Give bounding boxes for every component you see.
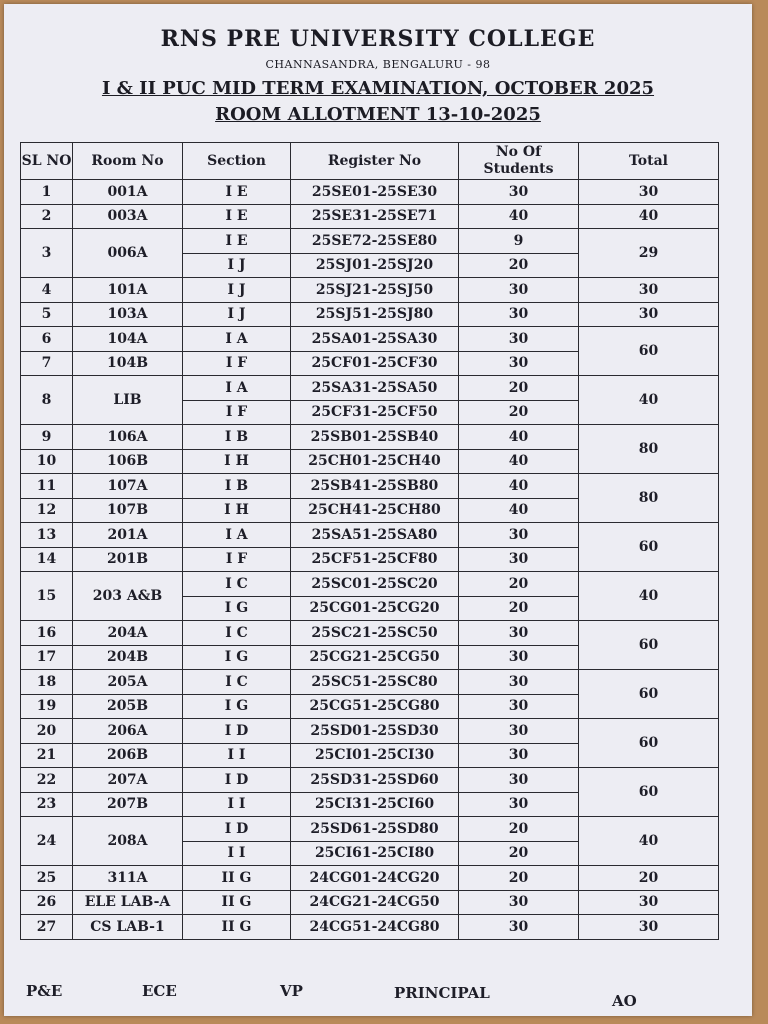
col-header-room-no: Room No: [73, 143, 183, 180]
register-no-cell: 25SD31-25SD60: [291, 768, 459, 793]
register-no-cell: 25CF31-25CF50: [291, 400, 459, 425]
register-no-cell: 25SB41-25SB80: [291, 474, 459, 499]
room-no-cell: 103A: [73, 302, 183, 327]
register-no-cell: 25SC51-25SC80: [291, 670, 459, 695]
section-cell: II G: [183, 915, 291, 940]
room-no-cell: ELE LAB-A: [73, 890, 183, 915]
room-no-cell: 201B: [73, 547, 183, 572]
register-no-cell: 25SA51-25SA80: [291, 523, 459, 548]
register-no-cell: 25SE31-25SE71: [291, 204, 459, 229]
room-no-cell: 201A: [73, 523, 183, 548]
total-cell: 30: [579, 915, 719, 940]
students-cell: 40: [459, 474, 579, 499]
document-sheet: [4, 4, 752, 1016]
section-cell: I C: [183, 670, 291, 695]
sl-no-cell: 12: [21, 498, 73, 523]
register-no-cell: 25SA01-25SA30: [291, 327, 459, 352]
section-cell: I F: [183, 351, 291, 376]
total-cell: 40: [579, 817, 719, 866]
room-no-cell: 003A: [73, 204, 183, 229]
students-cell: 30: [459, 645, 579, 670]
total-cell: 30: [579, 180, 719, 205]
section-cell: II G: [183, 866, 291, 891]
room-no-cell: 311A: [73, 866, 183, 891]
sl-no-cell: 23: [21, 792, 73, 817]
sl-no-cell: 6: [21, 327, 73, 352]
students-cell: 40: [459, 425, 579, 450]
sl-no-cell: 18: [21, 670, 73, 695]
register-no-cell: 25CI61-25CI80: [291, 841, 459, 866]
students-cell: 30: [459, 327, 579, 352]
students-cell: 20: [459, 376, 579, 401]
table-row: [21, 278, 719, 303]
table-row: [21, 670, 719, 695]
table-row: [21, 204, 719, 229]
room-no-cell: 101A: [73, 278, 183, 303]
total-cell: 29: [579, 229, 719, 278]
register-no-cell: 25SD01-25SD30: [291, 719, 459, 744]
room-no-cell: 206A: [73, 719, 183, 744]
room-no-cell: 104A: [73, 327, 183, 352]
section-cell: I A: [183, 523, 291, 548]
table-body: [21, 180, 719, 940]
register-no-cell: 25CG21-25CG50: [291, 645, 459, 670]
table-row: [21, 719, 719, 744]
total-cell: 20: [579, 866, 719, 891]
section-cell: I C: [183, 572, 291, 597]
total-cell: 80: [579, 425, 719, 474]
students-cell: 20: [459, 400, 579, 425]
room-no-cell: 206B: [73, 743, 183, 768]
students-cell: 20: [459, 253, 579, 278]
total-cell: 30: [579, 302, 719, 327]
register-no-cell: 25SB01-25SB40: [291, 425, 459, 450]
sl-no-cell: 24: [21, 817, 73, 866]
students-cell: 30: [459, 621, 579, 646]
signature-principal: PRINCIPAL: [394, 984, 490, 1002]
signature-ao: AO: [612, 992, 637, 1010]
total-cell: 30: [579, 890, 719, 915]
section-cell: I H: [183, 449, 291, 474]
section-cell: I G: [183, 645, 291, 670]
sl-no-cell: 5: [21, 302, 73, 327]
students-cell: 40: [459, 204, 579, 229]
room-no-cell: 207B: [73, 792, 183, 817]
room-no-cell: CS LAB-1: [73, 915, 183, 940]
table-row: [21, 523, 719, 548]
table-row: [21, 425, 719, 450]
table-row: [21, 229, 719, 254]
room-no-cell: 107A: [73, 474, 183, 499]
total-cell: 80: [579, 474, 719, 523]
table-row: [21, 376, 719, 401]
sl-no-cell: 4: [21, 278, 73, 303]
sl-no-cell: 2: [21, 204, 73, 229]
students-cell: 30: [459, 278, 579, 303]
section-cell: I D: [183, 768, 291, 793]
section-cell: I E: [183, 229, 291, 254]
register-no-cell: 25SJ01-25SJ20: [291, 253, 459, 278]
students-cell: 9: [459, 229, 579, 254]
room-no-cell: LIB: [73, 376, 183, 425]
students-cell: 20: [459, 817, 579, 842]
students-cell: 20: [459, 866, 579, 891]
table-row: [21, 180, 719, 205]
sl-no-cell: 9: [21, 425, 73, 450]
students-cell: 40: [459, 498, 579, 523]
exam-title: I & II PUC MID TERM EXAMINATION, OCTOBER 2025: [101, 78, 655, 99]
room-no-cell: 001A: [73, 180, 183, 205]
section-cell: I E: [183, 180, 291, 205]
section-cell: I J: [183, 253, 291, 278]
signature-vp: VP: [280, 982, 303, 1000]
students-cell: 30: [459, 302, 579, 327]
sl-no-cell: 7: [21, 351, 73, 376]
col-header-total: Total: [579, 143, 719, 180]
room-no-cell: 207A: [73, 768, 183, 793]
total-cell: 60: [579, 719, 719, 768]
students-cell: 30: [459, 768, 579, 793]
section-cell: I D: [183, 719, 291, 744]
students-cell: 30: [459, 694, 579, 719]
students-cell: 30: [459, 743, 579, 768]
total-cell: 60: [579, 768, 719, 817]
room-no-cell: 204B: [73, 645, 183, 670]
table-row: [21, 817, 719, 842]
students-cell: 30: [459, 547, 579, 572]
register-no-cell: 25CG01-25CG20: [291, 596, 459, 621]
total-cell: 30: [579, 278, 719, 303]
register-no-cell: 25CF51-25CF80: [291, 547, 459, 572]
sl-no-cell: 21: [21, 743, 73, 768]
table-header-row: [21, 143, 719, 180]
sl-no-cell: 19: [21, 694, 73, 719]
section-cell: I I: [183, 792, 291, 817]
total-cell: 40: [579, 376, 719, 425]
register-no-cell: 25SC01-25SC20: [291, 572, 459, 597]
register-no-cell: 25SA31-25SA50: [291, 376, 459, 401]
signature-ece: ECE: [142, 982, 177, 1000]
register-no-cell: 25CF01-25CF30: [291, 351, 459, 376]
table-row: [21, 621, 719, 646]
college-address: CHANNASANDRA, BENGALURU - 98: [265, 58, 491, 71]
section-cell: I J: [183, 278, 291, 303]
table-row: [21, 768, 719, 793]
section-cell: I E: [183, 204, 291, 229]
students-cell: 30: [459, 351, 579, 376]
col-header-section: Section: [183, 143, 291, 180]
total-cell: 40: [579, 204, 719, 229]
total-cell: 60: [579, 523, 719, 572]
sl-no-cell: 3: [21, 229, 73, 278]
register-no-cell: 25CI01-25CI30: [291, 743, 459, 768]
students-cell: 30: [459, 180, 579, 205]
room-no-cell: 104B: [73, 351, 183, 376]
sl-no-cell: 27: [21, 915, 73, 940]
sl-no-cell: 20: [21, 719, 73, 744]
table-row: [21, 572, 719, 597]
sl-no-cell: 26: [21, 890, 73, 915]
section-cell: I H: [183, 498, 291, 523]
total-cell: 60: [579, 670, 719, 719]
room-no-cell: 208A: [73, 817, 183, 866]
sl-no-cell: 1: [21, 180, 73, 205]
register-no-cell: 25SE01-25SE30: [291, 180, 459, 205]
sl-no-cell: 11: [21, 474, 73, 499]
room-no-cell: 204A: [73, 621, 183, 646]
students-cell: 30: [459, 915, 579, 940]
register-no-cell: 25SJ51-25SJ80: [291, 302, 459, 327]
students-cell: 20: [459, 841, 579, 866]
room-no-cell: 106A: [73, 425, 183, 450]
section-cell: I G: [183, 694, 291, 719]
register-no-cell: 25SE72-25SE80: [291, 229, 459, 254]
section-cell: I I: [183, 841, 291, 866]
students-cell: 30: [459, 792, 579, 817]
section-cell: I A: [183, 327, 291, 352]
total-cell: 40: [579, 572, 719, 621]
room-no-cell: 205B: [73, 694, 183, 719]
students-cell: 20: [459, 596, 579, 621]
register-no-cell: 25SJ21-25SJ50: [291, 278, 459, 303]
room-no-cell: 106B: [73, 449, 183, 474]
students-cell: 30: [459, 890, 579, 915]
section-cell: I G: [183, 596, 291, 621]
room-allotment-table: [20, 142, 719, 940]
room-no-cell: 006A: [73, 229, 183, 278]
register-no-cell: 24CG21-24CG50: [291, 890, 459, 915]
total-cell: 60: [579, 327, 719, 376]
section-cell: I C: [183, 621, 291, 646]
students-cell: 20: [459, 572, 579, 597]
signature-pe: P&E: [26, 982, 63, 1000]
total-cell: 60: [579, 621, 719, 670]
sl-no-cell: 15: [21, 572, 73, 621]
table-row: [21, 302, 719, 327]
table-row: [21, 915, 719, 940]
sl-no-cell: 14: [21, 547, 73, 572]
section-cell: I D: [183, 817, 291, 842]
sl-no-cell: 22: [21, 768, 73, 793]
register-no-cell: 24CG51-24CG80: [291, 915, 459, 940]
section-cell: II G: [183, 890, 291, 915]
register-no-cell: 25CG51-25CG80: [291, 694, 459, 719]
students-cell: 30: [459, 670, 579, 695]
table-row: [21, 327, 719, 352]
section-cell: I I: [183, 743, 291, 768]
sl-no-cell: 25: [21, 866, 73, 891]
section-cell: I J: [183, 302, 291, 327]
col-header-register-no: Register No: [291, 143, 459, 180]
sl-no-cell: 16: [21, 621, 73, 646]
students-cell: 40: [459, 449, 579, 474]
college-name: RNS PRE UNIVERSITY COLLEGE: [160, 26, 596, 52]
register-no-cell: 25SD61-25SD80: [291, 817, 459, 842]
table-row: [21, 890, 719, 915]
sl-no-cell: 17: [21, 645, 73, 670]
table-row: [21, 474, 719, 499]
section-cell: I B: [183, 474, 291, 499]
register-no-cell: 24CG01-24CG20: [291, 866, 459, 891]
room-no-cell: 203 A&B: [73, 572, 183, 621]
register-no-cell: 25CI31-25CI60: [291, 792, 459, 817]
section-cell: I B: [183, 425, 291, 450]
register-no-cell: 25SC21-25SC50: [291, 621, 459, 646]
section-cell: I F: [183, 547, 291, 572]
section-cell: I A: [183, 376, 291, 401]
students-cell: 30: [459, 523, 579, 548]
students-cell: 30: [459, 719, 579, 744]
col-header-sl-no: SL NO: [21, 143, 73, 180]
allotment-title: ROOM ALLOTMENT 13-10-2025: [215, 104, 541, 125]
table-row: [21, 866, 719, 891]
section-cell: I F: [183, 400, 291, 425]
col-header-no-of-students: No Of Students: [459, 143, 579, 180]
sl-no-cell: 10: [21, 449, 73, 474]
room-no-cell: 107B: [73, 498, 183, 523]
sl-no-cell: 13: [21, 523, 73, 548]
sl-no-cell: 8: [21, 376, 73, 425]
room-no-cell: 205A: [73, 670, 183, 695]
register-no-cell: 25CH41-25CH80: [291, 498, 459, 523]
register-no-cell: 25CH01-25CH40: [291, 449, 459, 474]
